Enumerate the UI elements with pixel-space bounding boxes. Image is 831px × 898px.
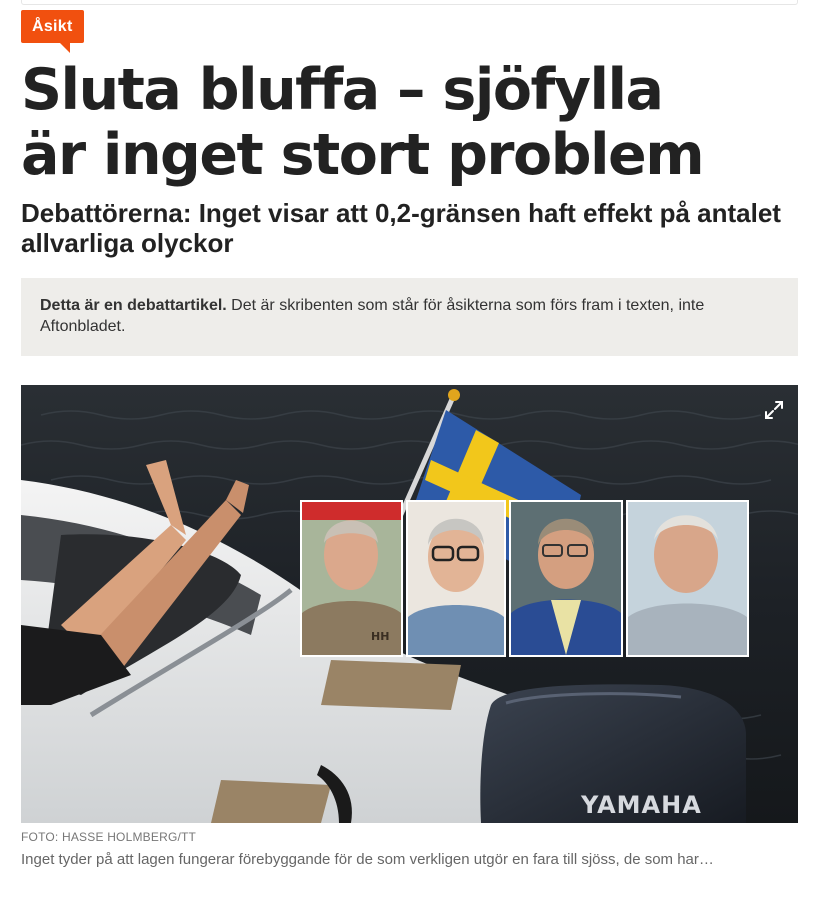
- deck-panel-2: [211, 780, 331, 823]
- headline: [21, 58, 811, 188]
- subheadline: Debattörerna: Inget visar att 0,2-gränsen haft effekt på antalet allvarliga olyckor: [21, 198, 781, 258]
- flag-pole-knob: [448, 389, 460, 401]
- expand-icon: [762, 398, 786, 422]
- section-badge-label: Åsikt: [32, 18, 73, 35]
- outboard-motor: [480, 684, 746, 823]
- headline-line-1: Sluta bluffa – sjöfylla: [21, 57, 663, 123]
- image-caption: Inget tyder på att lagen fungerar förebyggande för de som verkligen utgör en fara till sjöss, de som har…: [21, 851, 714, 868]
- expand-image-button[interactable]: [762, 398, 786, 422]
- hero-image[interactable]: [21, 385, 798, 823]
- section-badge[interactable]: [21, 10, 84, 43]
- hero-illustration: [21, 385, 798, 823]
- debate-notice-bold: Detta är en debattartikel.: [40, 297, 227, 314]
- top-bar-edge: [21, 0, 798, 5]
- portrait-3: [509, 500, 623, 657]
- debate-notice: [21, 278, 798, 356]
- deck-panel-1: [321, 660, 461, 710]
- engine-brand-label: YAMAHA: [581, 791, 702, 819]
- jacket-logo: HH: [371, 630, 390, 643]
- debate-notice-text: Det är skribenten som står för åsikterna som förs fram i texten, inte Aftonbladet.: [40, 297, 705, 335]
- portrait-2: [406, 500, 506, 657]
- portrait-4: [626, 500, 749, 657]
- photo-credit: FOTO: HASSE HOLMBERG/TT: [21, 830, 197, 844]
- portrait-1: [300, 500, 403, 657]
- headline-line-2: är inget stort problem: [21, 122, 704, 188]
